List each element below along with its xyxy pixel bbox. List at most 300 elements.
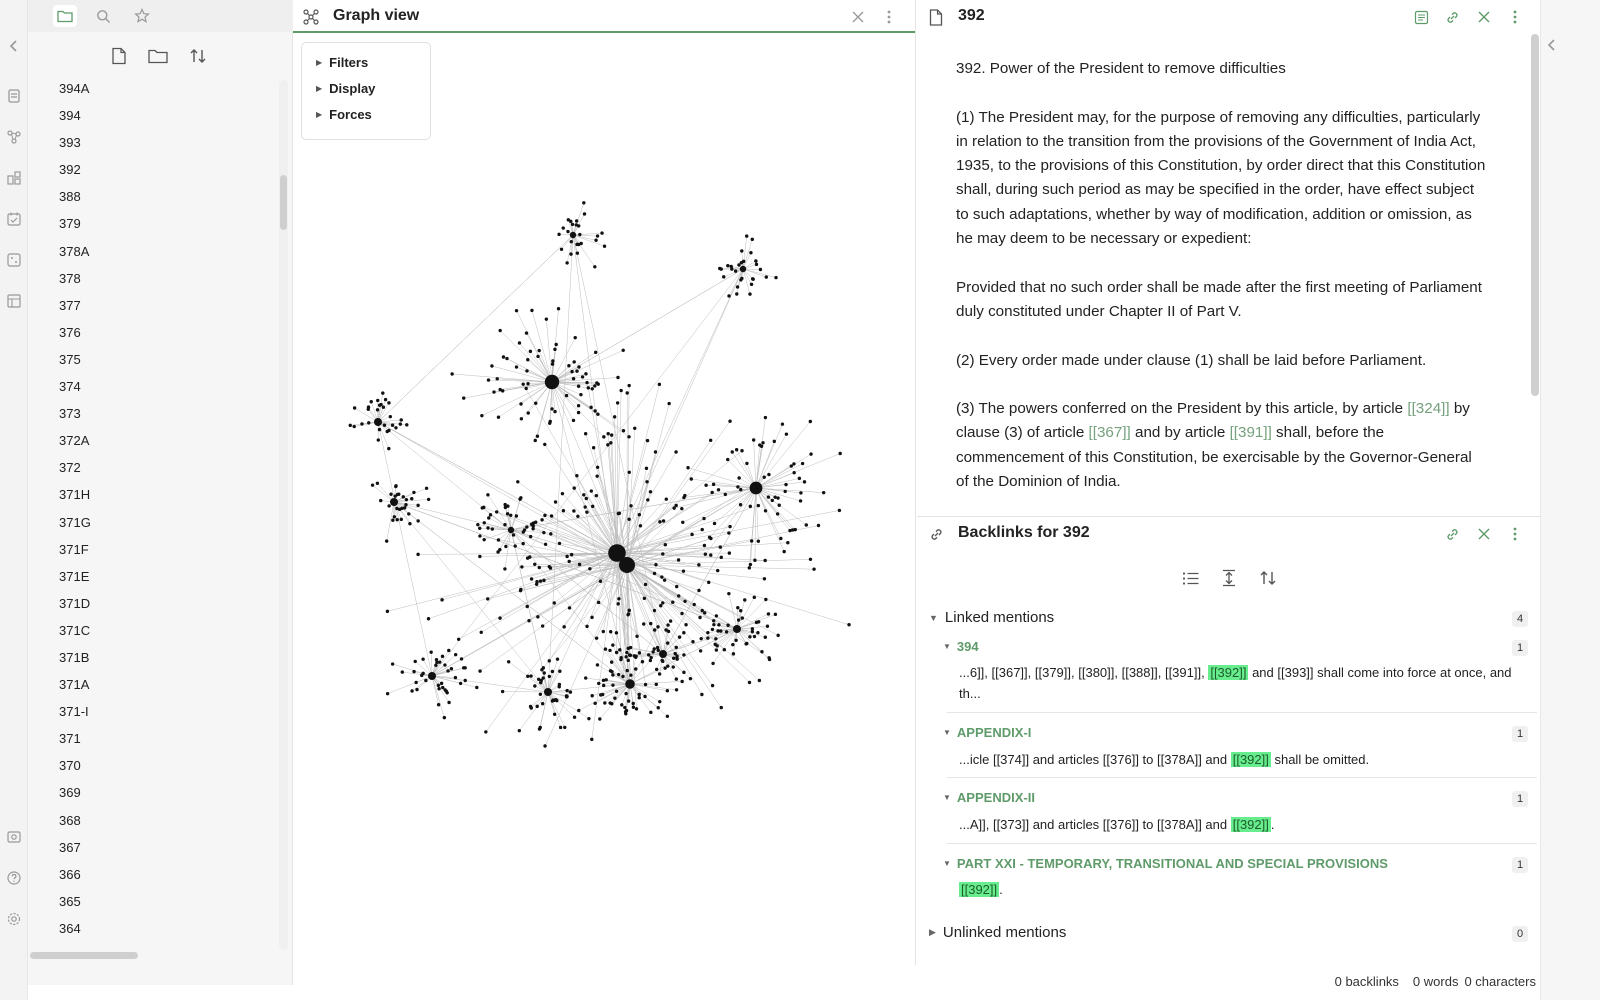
- graph-node[interactable]: [617, 597, 620, 600]
- graph-node[interactable]: [492, 390, 495, 393]
- graph-node[interactable]: [591, 387, 594, 390]
- graph-node[interactable]: [790, 464, 793, 467]
- graph-node[interactable]: [659, 650, 667, 658]
- graph-node[interactable]: [740, 449, 743, 452]
- graph-node[interactable]: [628, 471, 631, 474]
- graph-node[interactable]: [680, 680, 683, 683]
- graph-node[interactable]: [447, 649, 450, 652]
- file-item[interactable]: 371E: [59, 568, 90, 584]
- graph-node[interactable]: [683, 600, 686, 603]
- unlinked-mentions-header[interactable]: [929, 924, 1066, 941]
- graph-node[interactable]: [658, 700, 661, 703]
- graph-node[interactable]: [529, 350, 532, 353]
- graph-node[interactable]: [529, 674, 532, 677]
- sort-icon[interactable]: [1256, 566, 1280, 590]
- graph-node[interactable]: [454, 653, 457, 656]
- graph-node[interactable]: [632, 702, 635, 705]
- file-item[interactable]: 377: [59, 297, 81, 313]
- graph-node[interactable]: [760, 650, 763, 653]
- file-item[interactable]: 374: [59, 379, 81, 395]
- graph-node[interactable]: [376, 399, 379, 402]
- graph-node[interactable]: [536, 435, 539, 438]
- graph-node[interactable]: [653, 647, 656, 650]
- graph-node[interactable]: [633, 427, 636, 430]
- graph-node[interactable]: [464, 679, 467, 682]
- graph-node[interactable]: [584, 432, 587, 435]
- graph-node[interactable]: [570, 232, 576, 238]
- graph-node[interactable]: [597, 601, 600, 604]
- graph-node[interactable]: [711, 684, 714, 687]
- more-options-icon[interactable]: [1504, 6, 1526, 28]
- graph-node[interactable]: [752, 438, 755, 441]
- graph-node[interactable]: [675, 656, 678, 659]
- graph-node[interactable]: [672, 506, 675, 509]
- graph-node[interactable]: [593, 702, 596, 705]
- file-item[interactable]: 371B: [59, 649, 90, 665]
- graph-node[interactable]: [615, 690, 618, 693]
- graph-node[interactable]: [544, 543, 547, 546]
- graph-node[interactable]: [405, 498, 408, 501]
- graph-node[interactable]: [763, 475, 766, 478]
- graph-node[interactable]: [593, 409, 596, 412]
- graph-node[interactable]: [376, 408, 379, 411]
- graph-node[interactable]: [627, 612, 630, 615]
- graph-node[interactable]: [478, 669, 481, 672]
- graph-node[interactable]: [360, 422, 363, 425]
- graph-node[interactable]: [429, 650, 432, 653]
- graph-node[interactable]: [748, 681, 751, 684]
- graph-node[interactable]: [726, 624, 729, 627]
- graph-node[interactable]: [667, 402, 670, 405]
- graph-node[interactable]: [382, 406, 385, 409]
- graph-node[interactable]: [757, 539, 760, 542]
- graph-node[interactable]: [616, 602, 619, 605]
- list-icon[interactable]: [1178, 566, 1202, 590]
- graph-node[interactable]: [661, 552, 664, 555]
- graph-node[interactable]: [487, 516, 490, 519]
- graph-node[interactable]: [393, 494, 396, 497]
- graph-node[interactable]: [778, 504, 781, 507]
- graph-node[interactable]: [666, 715, 669, 718]
- graph-node[interactable]: [720, 556, 723, 559]
- graph-node[interactable]: [514, 544, 517, 547]
- graph-node[interactable]: [610, 702, 613, 705]
- graph-node[interactable]: [739, 488, 742, 491]
- sidebar-horizontal-scrollbar[interactable]: [30, 952, 138, 959]
- graph-node[interactable]: [623, 706, 626, 709]
- graph-node[interactable]: [776, 512, 779, 515]
- graph-node[interactable]: [764, 636, 767, 639]
- graph-node[interactable]: [682, 496, 685, 499]
- graph-node[interactable]: [706, 636, 709, 639]
- graph-node[interactable]: [700, 693, 703, 696]
- graph-node[interactable]: [737, 618, 740, 621]
- settings-icon[interactable]: [4, 909, 24, 929]
- graph-node[interactable]: [576, 515, 579, 518]
- graph-node[interactable]: [651, 650, 654, 653]
- graph-node[interactable]: [437, 703, 440, 706]
- graph-node[interactable]: [541, 624, 544, 627]
- graph-node[interactable]: [681, 521, 684, 524]
- graph-node[interactable]: [735, 292, 738, 295]
- graph-node[interactable]: [554, 343, 557, 346]
- file-item[interactable]: 378: [59, 270, 81, 286]
- graph-node[interactable]: [533, 684, 536, 687]
- graph-node[interactable]: [730, 265, 733, 268]
- graph-node[interactable]: [682, 631, 685, 634]
- graph-node[interactable]: [774, 276, 777, 279]
- graph-node[interactable]: [740, 249, 743, 252]
- graph-node[interactable]: [727, 531, 730, 534]
- graph-node[interactable]: [727, 294, 730, 297]
- graph-node[interactable]: [435, 661, 438, 664]
- graph-node[interactable]: [628, 653, 631, 656]
- graph-node[interactable]: [680, 612, 683, 615]
- graph-node[interactable]: [619, 389, 622, 392]
- graph-node[interactable]: [534, 402, 537, 405]
- help-icon[interactable]: [4, 868, 24, 888]
- graph-node[interactable]: [766, 625, 769, 628]
- graph-node[interactable]: [565, 555, 568, 558]
- graph-node[interactable]: [557, 307, 560, 310]
- graph-node[interactable]: [407, 512, 410, 515]
- graph-node[interactable]: [602, 435, 605, 438]
- graph-node[interactable]: [389, 415, 392, 418]
- graph-node[interactable]: [519, 496, 522, 499]
- graph-node[interactable]: [554, 500, 557, 503]
- file-item[interactable]: 364: [59, 920, 81, 936]
- file-item[interactable]: 371C: [59, 622, 91, 638]
- graph-node[interactable]: [664, 543, 667, 546]
- graph-node[interactable]: [809, 420, 812, 423]
- file-item[interactable]: 370: [59, 758, 81, 774]
- graph-node[interactable]: [379, 403, 382, 406]
- graph-node[interactable]: [548, 675, 551, 678]
- graph-node[interactable]: [615, 631, 618, 634]
- graph-node[interactable]: [680, 507, 683, 510]
- graph-node[interactable]: [627, 699, 630, 702]
- graph-node[interactable]: [570, 240, 573, 243]
- graph-node[interactable]: [749, 563, 752, 566]
- graph-node[interactable]: [561, 492, 564, 495]
- graph-node[interactable]: [805, 523, 808, 526]
- graph-display-toggle[interactable]: [302, 79, 430, 105]
- graph-node[interactable]: [587, 717, 590, 720]
- graph-node[interactable]: [486, 597, 489, 600]
- graph-node[interactable]: [675, 585, 678, 588]
- graph-node[interactable]: [569, 252, 572, 255]
- graph-node[interactable]: [378, 428, 381, 431]
- graph-node[interactable]: [616, 401, 619, 404]
- graph-node[interactable]: [725, 630, 728, 633]
- graph-node[interactable]: [501, 690, 504, 693]
- wiki-link[interactable]: [[324]]: [1407, 400, 1450, 418]
- graph-node[interactable]: [509, 514, 512, 517]
- graph-node[interactable]: [570, 553, 573, 556]
- graph-node[interactable]: [497, 416, 500, 419]
- graph-node[interactable]: [748, 292, 751, 295]
- graph-node[interactable]: [611, 683, 614, 686]
- graph-node[interactable]: [809, 452, 812, 455]
- graph-node[interactable]: [577, 224, 580, 227]
- file-item[interactable]: 371A: [59, 677, 90, 693]
- graph-node[interactable]: [710, 491, 713, 494]
- graph-node[interactable]: [592, 446, 595, 449]
- file-item[interactable]: 372: [59, 460, 81, 476]
- graph-node[interactable]: [543, 671, 546, 674]
- backlink-snippet[interactable]: [959, 662, 1524, 704]
- file-item[interactable]: 371: [59, 731, 81, 747]
- graph-node[interactable]: [602, 630, 605, 633]
- status-backlinks[interactable]: 0 backlinks: [1334, 973, 1399, 989]
- graph-node[interactable]: [616, 376, 619, 379]
- graph-node[interactable]: [545, 317, 548, 320]
- graph-node[interactable]: [724, 493, 727, 496]
- backlink-group-title[interactable]: [943, 856, 1388, 871]
- graph-node[interactable]: [731, 450, 734, 453]
- graph-node[interactable]: [400, 518, 403, 521]
- graph-node[interactable]: [774, 613, 777, 616]
- graph-node[interactable]: [711, 628, 714, 631]
- note-scrollbar[interactable]: [1531, 34, 1539, 396]
- graph-node[interactable]: [812, 567, 815, 570]
- new-folder-icon[interactable]: [146, 44, 170, 68]
- graph-node[interactable]: [595, 636, 598, 639]
- graph-node[interactable]: [822, 491, 825, 494]
- graph-node[interactable]: [577, 404, 580, 407]
- graph-node[interactable]: [498, 329, 501, 332]
- graph-node[interactable]: [520, 417, 523, 420]
- graph-node[interactable]: [653, 609, 656, 612]
- graph-node[interactable]: [629, 504, 632, 507]
- graph-node[interactable]: [405, 423, 408, 426]
- graph-node[interactable]: [609, 630, 612, 633]
- graph-node[interactable]: [682, 671, 685, 674]
- graph-node[interactable]: [647, 653, 650, 656]
- graph-node[interactable]: [427, 617, 430, 620]
- graph-node[interactable]: [757, 620, 760, 623]
- graph-node[interactable]: [666, 664, 669, 667]
- graph-node[interactable]: [743, 598, 746, 601]
- backlink-snippet[interactable]: [959, 814, 1524, 835]
- graph-node[interactable]: [490, 364, 493, 367]
- graph-node[interactable]: [675, 688, 678, 691]
- graph-node[interactable]: [801, 462, 804, 465]
- graph-node[interactable]: [734, 269, 737, 272]
- graph-node[interactable]: [410, 497, 413, 500]
- graph-node[interactable]: [666, 641, 669, 644]
- graph-node[interactable]: [428, 672, 436, 680]
- graph-node[interactable]: [765, 275, 768, 278]
- graph-node[interactable]: [595, 494, 598, 497]
- graph-node[interactable]: [550, 407, 553, 410]
- graph-node[interactable]: [446, 669, 449, 672]
- graph-node[interactable]: [353, 406, 356, 409]
- graph-node[interactable]: [748, 566, 751, 569]
- graph-node[interactable]: [639, 524, 642, 527]
- graph-node[interactable]: [660, 575, 663, 578]
- file-item[interactable]: 367: [59, 839, 81, 855]
- graph-node[interactable]: [613, 696, 616, 699]
- file-item[interactable]: 371F: [59, 541, 89, 557]
- file-item[interactable]: 371G: [59, 514, 91, 530]
- graph-node[interactable]: [674, 450, 677, 453]
- graph-node[interactable]: [515, 514, 518, 517]
- graph-node[interactable]: [785, 432, 788, 435]
- graph-node[interactable]: [567, 364, 570, 367]
- graph-node[interactable]: [381, 391, 384, 394]
- graph-node[interactable]: [622, 349, 625, 352]
- graph-node[interactable]: [689, 677, 692, 680]
- graph-node[interactable]: [530, 309, 533, 312]
- graph-node[interactable]: [682, 569, 685, 572]
- graph-node[interactable]: [437, 687, 440, 690]
- graph-node[interactable]: [619, 557, 635, 573]
- graph-node[interactable]: [617, 673, 620, 676]
- graph-node[interactable]: [749, 251, 752, 254]
- graph-node[interactable]: [521, 542, 524, 545]
- graph-node[interactable]: [525, 331, 528, 334]
- graph-node[interactable]: [443, 663, 446, 666]
- graph-node[interactable]: [644, 683, 647, 686]
- graph-node[interactable]: [529, 535, 532, 538]
- graph-node[interactable]: [712, 623, 715, 626]
- graph-node[interactable]: [654, 563, 657, 566]
- graph-node[interactable]: [739, 278, 742, 281]
- graph-node[interactable]: [611, 673, 614, 676]
- graph-node[interactable]: [767, 473, 770, 476]
- graph-node[interactable]: [536, 615, 539, 618]
- graph-node[interactable]: [628, 609, 631, 612]
- graph-node[interactable]: [577, 411, 580, 414]
- graph-node[interactable]: [697, 589, 700, 592]
- graph-node[interactable]: [715, 644, 718, 647]
- graph-node[interactable]: [758, 679, 761, 682]
- graph-node[interactable]: [450, 372, 453, 375]
- graph-node[interactable]: [515, 365, 518, 368]
- graph-node[interactable]: [408, 522, 411, 525]
- graph-node[interactable]: [643, 597, 646, 600]
- graph-node[interactable]: [597, 382, 600, 385]
- graph-node[interactable]: [504, 545, 507, 548]
- graph-node[interactable]: [525, 369, 528, 372]
- graph-node[interactable]: [539, 579, 542, 582]
- graph-node[interactable]: [403, 506, 406, 509]
- file-item[interactable]: 365: [59, 893, 81, 909]
- graph-node[interactable]: [686, 466, 689, 469]
- graph-node[interactable]: [562, 509, 565, 512]
- graph-node[interactable]: [809, 558, 812, 561]
- graph-node[interactable]: [571, 223, 574, 226]
- graph-node[interactable]: [735, 448, 738, 451]
- graph-node[interactable]: [627, 659, 630, 662]
- graph-node[interactable]: [399, 422, 402, 425]
- graph-node[interactable]: [723, 648, 726, 651]
- graph-node[interactable]: [460, 657, 463, 660]
- file-item[interactable]: 371-I: [59, 704, 89, 720]
- graph-node[interactable]: [410, 689, 413, 692]
- graph-node[interactable]: [590, 616, 593, 619]
- graph-node[interactable]: [585, 510, 588, 513]
- graph-node[interactable]: [416, 519, 419, 522]
- graph-node[interactable]: [542, 531, 545, 534]
- graph-node[interactable]: [551, 670, 554, 673]
- graph-node[interactable]: [736, 485, 739, 488]
- close-icon[interactable]: [847, 6, 869, 28]
- graph-node[interactable]: [540, 518, 543, 521]
- graph-node[interactable]: [441, 686, 444, 689]
- graph-node[interactable]: [585, 497, 588, 500]
- graph-node[interactable]: [575, 474, 578, 477]
- graph-node[interactable]: [569, 220, 572, 223]
- graph-node[interactable]: [788, 529, 791, 532]
- graph-node[interactable]: [677, 558, 680, 561]
- graph-node[interactable]: [666, 689, 669, 692]
- graph-node[interactable]: [588, 567, 591, 570]
- file-item[interactable]: 393: [59, 135, 81, 151]
- graph-node[interactable]: [483, 521, 486, 524]
- graph-node[interactable]: [799, 491, 802, 494]
- backlink-group-title[interactable]: [943, 639, 979, 654]
- graph-node[interactable]: [584, 505, 587, 508]
- graph-node[interactable]: [371, 483, 374, 486]
- wiki-link[interactable]: [[367]]: [1088, 424, 1131, 442]
- graph-node[interactable]: [534, 439, 537, 442]
- graph-node[interactable]: [384, 398, 387, 401]
- graph-node[interactable]: [742, 260, 745, 263]
- graph-node[interactable]: [761, 441, 764, 444]
- graph-node[interactable]: [624, 655, 627, 658]
- graph-node[interactable]: [726, 264, 729, 267]
- graph-node[interactable]: [624, 692, 627, 695]
- graph-node[interactable]: [792, 462, 795, 465]
- graph-node[interactable]: [596, 234, 599, 237]
- graph-node[interactable]: [642, 622, 645, 625]
- graph-node[interactable]: [662, 519, 665, 522]
- file-item[interactable]: 394: [59, 108, 81, 124]
- graph-node[interactable]: [391, 662, 394, 665]
- graph-node[interactable]: [421, 657, 424, 660]
- graph-node[interactable]: [709, 439, 712, 442]
- graph-node[interactable]: [558, 670, 561, 673]
- sidebar-scrollbar[interactable]: [280, 175, 287, 230]
- graph-node[interactable]: [569, 690, 572, 693]
- graph-node[interactable]: [626, 391, 629, 394]
- graph-node[interactable]: [415, 688, 418, 691]
- graph-node[interactable]: [613, 415, 616, 418]
- graph-node[interactable]: [538, 727, 541, 730]
- graph-node[interactable]: [379, 499, 382, 502]
- graph-node[interactable]: [618, 648, 621, 651]
- graph-node[interactable]: [584, 372, 587, 375]
- graph-node[interactable]: [779, 537, 782, 540]
- graph-node[interactable]: [558, 685, 561, 688]
- graph-node[interactable]: [518, 341, 521, 344]
- graph-node[interactable]: [584, 676, 587, 679]
- graph-node[interactable]: [548, 659, 551, 662]
- graph-node[interactable]: [736, 285, 739, 288]
- graph-node[interactable]: [529, 705, 532, 708]
- graph-node[interactable]: [727, 592, 730, 595]
- graph-node[interactable]: [776, 496, 779, 499]
- graph-node[interactable]: [391, 424, 394, 427]
- graph-node[interactable]: [658, 672, 661, 675]
- graph-node[interactable]: [565, 689, 568, 692]
- graph-node[interactable]: [675, 677, 678, 680]
- graph-node[interactable]: [572, 419, 575, 422]
- graph-node[interactable]: [482, 538, 485, 541]
- graph-node[interactable]: [367, 421, 370, 424]
